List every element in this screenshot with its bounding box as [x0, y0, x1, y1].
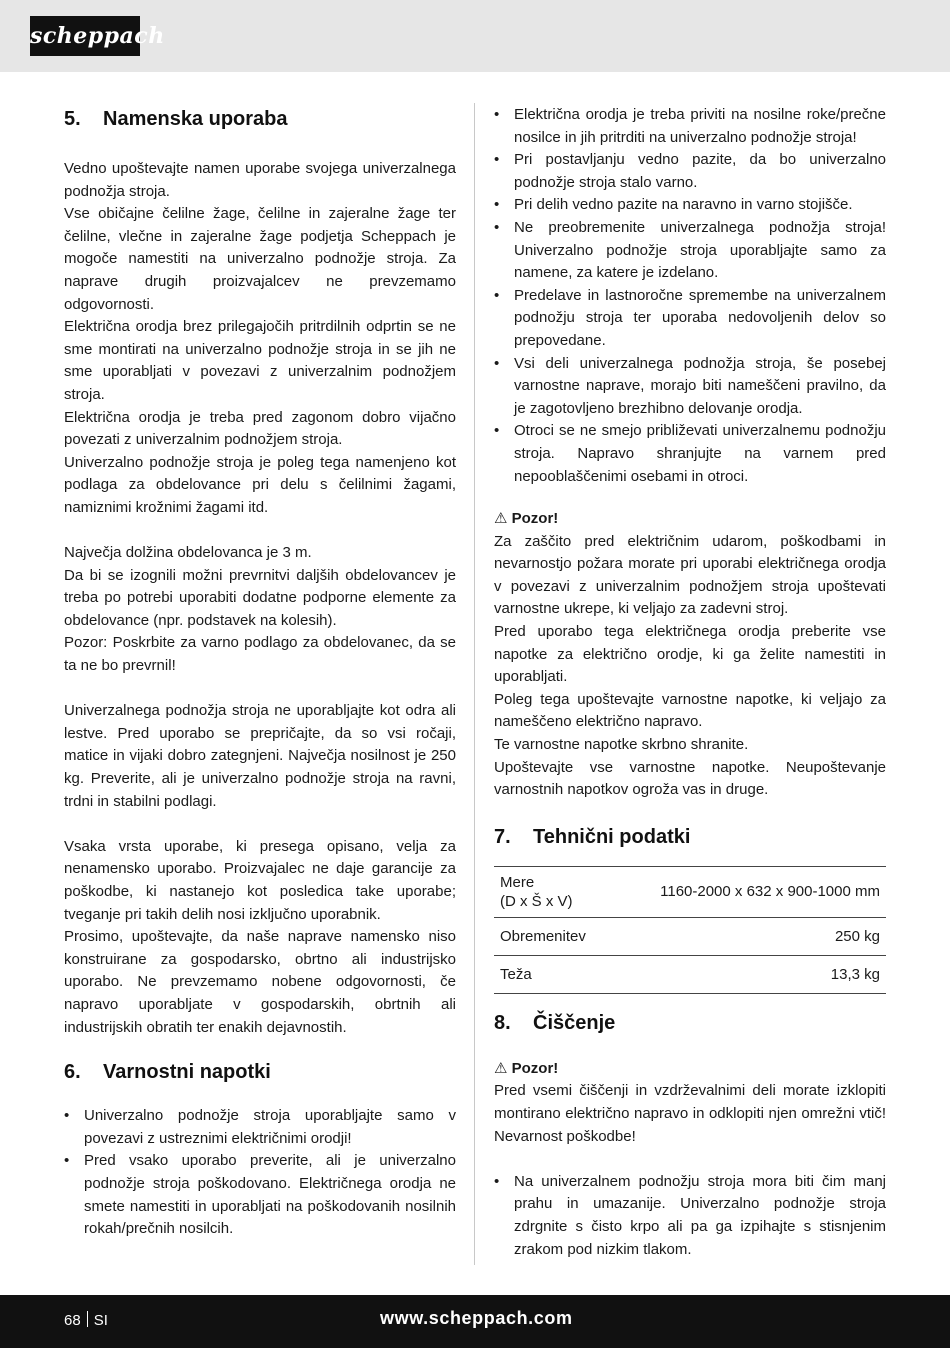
warning-icon: ⚠	[494, 510, 508, 528]
paragraph: Upoštevajte vse varnostne napotke. Neupoštevanje varnostnih napotkov ogroža vas in druge.	[494, 758, 886, 799]
list-item: • Otroci se ne smejo približevati univerzalnemu podnožju stroja. Napravo shranjujte na varnem pred nepooblaščenimi osebami in otroci.	[494, 420, 886, 488]
paragraph: Električna orodja je treba pred zagonom dobro vijačno povezati z univerzalnim podnožjem stroja.	[64, 408, 456, 449]
paragraph: Pozor: Poskrbite za varno podlago za obdelovanec, da se ta ne bo prevrnil!	[64, 634, 456, 675]
safety-list-right	[494, 104, 886, 488]
section-7-heading	[494, 822, 886, 852]
warning-icon: ⚠	[494, 1059, 508, 1077]
section-number: 5.	[64, 108, 81, 130]
table-row	[494, 917, 886, 955]
page-indicator	[64, 1311, 108, 1329]
warning-heading	[494, 508, 886, 531]
warning-label: Pozor!	[511, 1059, 559, 1077]
table-cell-label: Teža	[494, 955, 610, 993]
paragraph: Univerzalnega podnožja stroja ne uporabljajte kot odra ali lestve. Pred uporabo se prepričajte, da so vsi ročaji, matice in vijaki dobro zategnjeni. Največja nosilnost je 250 kg. Preverite, ali je univerzalno podnožje stroja na ravni, trdni in stabilni podlagi.	[64, 702, 456, 810]
page-number: 68	[64, 1312, 81, 1329]
table-cell-value: 13,3 kg	[610, 955, 886, 993]
table-cell-label: Obremenitev	[494, 917, 610, 955]
paragraph: Vse običajne čelilne žage, čelilne in zajeralne žage ter čelilne, vlečne in zajeralne žage podjetja Scheppach je mogoče namestiti na univerzalno podnožje stroja. Za naprave drugih proizvajalcev ne prevzemamo odgovornosti.	[64, 205, 456, 313]
section-title: Tehnični podatki	[533, 825, 691, 848]
paragraph: Za zaščito pred električnim udarom, poškodbami in nevarnostjo požara morate pri uporabi električnega orodja v povezavi z univerzalnim podnožjem stroja upoštevati varnostne ukrepe, ki veljajo za zadevni stroj.	[494, 532, 886, 618]
section-5-heading	[64, 104, 456, 134]
warning-heading	[494, 1058, 886, 1081]
list-item: • Pri postavljanju vedno pazite, da bo univerzalno podnožje stroja stalo varno.	[494, 149, 886, 194]
paragraph: Pred vsemi čiščenji in vzdrževalnimi deli morate izklopiti montirano električno napravo in odklopiti njen omrežni vtič! Nevarnost poškodbe!	[494, 1082, 886, 1145]
section-number: 6.	[64, 1061, 81, 1084]
list-item: • Na univerzalnem podnožju stroja mora biti čim manj prahu in umazanije. Univerzalno podnožje stroja zdrgnite s čisto krpo ali pa ga izpihajte s stisnjenim zrakom pod nizkim tlakom.	[494, 1171, 886, 1261]
paragraph: Električna orodja brez prilegajočih pritrdilnih odprtin se ne sme montirati na univerzalno podnožje stroja in se jih ne sme uporabljati v povezavi z univerzalnim podnožjem stroja.	[64, 318, 456, 403]
list-item: • Pred vsako uporabo preverite, ali je univerzalno podnožje stroja poškodovano. Električnega orodja ne smete namestiti in uporabljati na poškodovanih nosilnih rokah/prečnih nosilcih.	[64, 1150, 456, 1240]
list-item: • Vsi deli univerzalnega podnožja stroja, še posebej varnostne naprave, morajo biti nameščeni pravilno, da je zagotovljeno brezhibno delovanje orodja.	[494, 353, 886, 421]
language-code: SI	[93, 1312, 108, 1329]
paragraph: Univerzalno podnožje stroja je poleg tega namenjeno kot podlaga za obdelovance pri delu s čelilnimi žagami, namiznimi krožnimi žagami itd.	[64, 453, 456, 516]
scheppach-logo: scheppach	[30, 16, 140, 56]
section-number: 8.	[494, 1011, 511, 1034]
list-item: • Univerzalno podnožje stroja uporabljajte samo v povezavi z ustreznimi električnimi orodji!	[64, 1105, 456, 1150]
paragraph: Vsaka vrsta uporabe, ki presega opisano, velja za nenamensko uporabo. Proizvajalec ne daje garancije za poškodbe, ki nastanejo kot posledica take uporabe; tveganje pri takih delih nosi izključno uporabnik.	[64, 837, 456, 923]
list-item: • Ne preobremenite univerzalnega podnožja stroja! Univerzalno podnožje stroja uporabljajte samo za namene, za katere je izdelano.	[494, 217, 886, 285]
safety-list-left	[64, 1105, 456, 1241]
paragraph: Te varnostne napotke skrbno shranite.	[494, 736, 749, 754]
column-divider	[474, 103, 475, 1265]
table-cell-value: 1160-2000 x 632 x 900-1000 mm	[610, 866, 886, 917]
warning-label: Pozor!	[511, 510, 559, 528]
cleaning-list	[494, 1171, 886, 1261]
section-title: Namenska uporaba	[103, 108, 288, 130]
separator	[87, 1311, 88, 1327]
technical-data-table	[494, 866, 886, 994]
paragraph: Prosimo, upoštevajte, da naše naprave namensko niso konstruirane za gospodarsko, obrtno ali industrijsko uporabo. Ne prevzemamo nobene odgovornosti, če napravo uporabljate v gospodarskih, obrtnih ali industrijskih obratih ter enakih dejavnostih.	[64, 928, 456, 1036]
header-bar	[0, 0, 950, 72]
table-cell-label	[494, 866, 610, 917]
list-item: • Električna orodja je treba priviti na nosilne roke/prečne nosilce in jih pritrditi na univerzalno podnožje stroja!	[494, 104, 886, 149]
section-6-heading	[64, 1057, 456, 1087]
section-number: 7.	[494, 825, 511, 848]
table-row	[494, 866, 886, 917]
paragraph: Poleg tega upoštevajte varnostne napotke, ki veljajo za nameščeno električno napravo.	[494, 690, 886, 731]
paragraph: Vedno upoštevajte namen uporabe svojega univerzalnega podnožja stroja.	[64, 160, 456, 200]
paragraph: Pred uporabo tega električnega orodja preberite vse napotke za električno orodje, ki ga želite namestiti in uporabljati.	[494, 623, 886, 686]
table-row	[494, 955, 886, 993]
right-column	[494, 104, 886, 1261]
section-title: Čiščenje	[533, 1011, 616, 1034]
list-item: • Pri delih vedno pazite na naravno in varno stojišče.	[494, 194, 886, 217]
label-line: (D x Š x V)	[500, 892, 573, 910]
section-title: Varnostni napotki	[103, 1061, 271, 1084]
footer-bar	[0, 1295, 950, 1348]
label-line: Mere	[500, 873, 535, 891]
paragraph: Največja dolžina obdelovanca je 3 m.	[64, 544, 312, 562]
table-cell-value: 250 kg	[610, 917, 886, 955]
paragraph: Da bi se izognili možni prevrnitvi daljših obdelovancev je treba po potrebi uporabiti dodatne podporne elemente za obdelovance (npr. podstavek na kolesih).	[64, 566, 456, 629]
list-item: • Predelave in lastnoročne spremembe na univerzalnem podnožju stroja ter uporaba nedovoljenih delov so prepovedane.	[494, 285, 886, 353]
section-8-heading	[494, 1008, 886, 1038]
left-column	[64, 104, 456, 1241]
website-link[interactable]: www.scheppach.com	[380, 1308, 573, 1328]
